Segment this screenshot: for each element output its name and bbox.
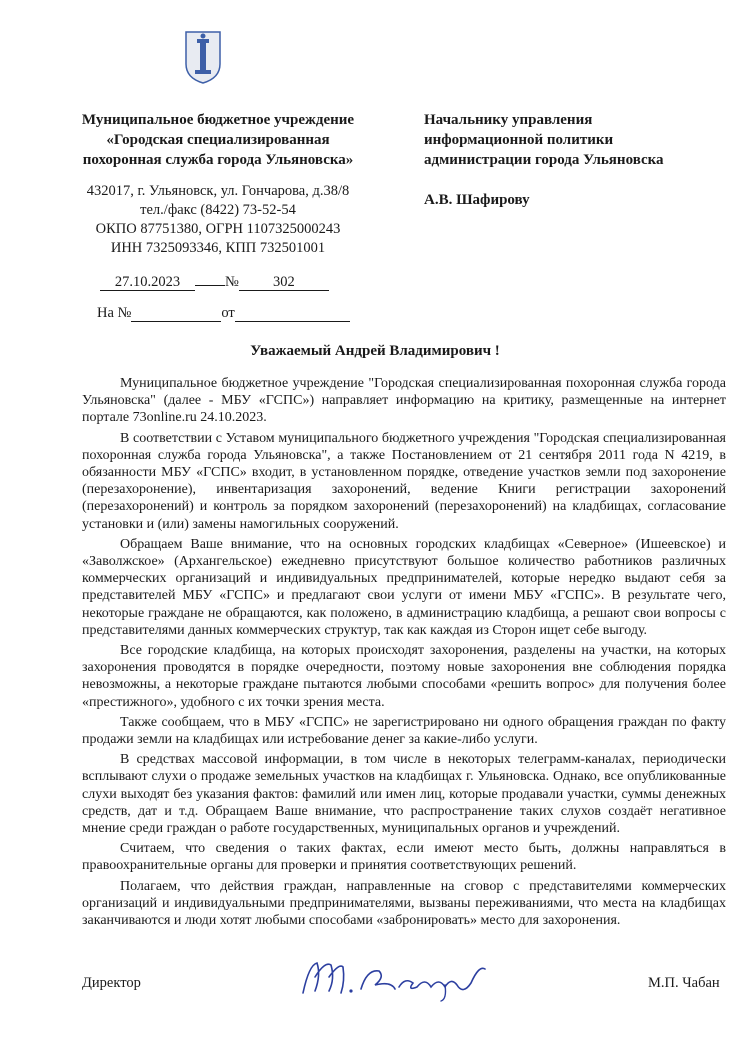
recipient-line: администрации города Ульяновска	[424, 152, 664, 168]
reference-label: На №	[97, 305, 132, 321]
inn-line: ИНН 7325093346, КПП 732501001	[110, 240, 326, 256]
letter-body	[82, 375, 726, 932]
city-emblem-icon	[183, 30, 223, 85]
paragraph: Все городские кладбища, на которых происходят захоронения, разделены на участки, на которых захоронения проводятся в порядке очередности, поэтому новые захоронения вне соблюдения порядка невозможны, а некоторые граждане пытаются любыми способами «решить вопрос» для получения более «престижного», удобного с их точки зрения места.	[82, 643, 726, 710]
document-date: 27.10.2023	[100, 274, 195, 291]
registration-line	[100, 274, 329, 291]
sender-organization	[58, 110, 378, 170]
okpo-line: ОКПО 87751380, ОГРН 1107325000243	[95, 221, 341, 237]
paragraph: Также сообщаем, что в МБУ «ГСПС» не зарегистрировано ни одного обращения граждан по факту продажи земли на кладбищах или истребование денег за какие-либо услуги.	[82, 714, 726, 748]
paragraph: Обращаем Ваше внимание, что на основных городских кладбищах «Северное» (Ишеевское) и «Заволжское» (Архангельское) ежедневно присутствуют большое количество работников различных коммерческих организаций и индивидуальных предпринимателей, которые нередко выдают себя за представителей МБУ «ГСПС» и предлагают свои услуги от имени МБУ «ГСПС». В результате чего, некоторые граждане не обращаются, как положено, в администрацию кладбища, а решают свои вопросы с представителями данных коммерческих структур, так как каждая из Сторон ищет себе выгоду.	[82, 536, 726, 638]
greeting: Уважаемый Андрей Владимирович !	[250, 343, 500, 359]
blank-line	[131, 305, 221, 322]
document-number: 302	[239, 274, 329, 291]
org-line: похоронная служба города Ульяновска»	[82, 152, 354, 168]
paragraph: Муниципальное бюджетное учреждение "Городская специализированная похоронная служба города Ульяновска" (далее - МБУ «ГСПС») направляет информацию на критику, размещенные на интернет портале 73online.ru 24.10.2023.	[82, 376, 726, 426]
paragraph: В средствах массовой информации, в том числе в некоторых телеграмм-каналах, периодически всплывают слухи о продаже земельных участков на кладбищах г. Ульяновска. Однако, все опубликованные слухи выходят без указания фактов: фамилий или имен лиц, которые продавали участки, суммы денежных средств, дат и т.д. Обращаем Ваше внимание, что распространение таких слухов создаёт негативное мнение среди граждан о работе государственных, муниципальных органов и учреждений.	[82, 752, 726, 837]
reference-from-label: от	[221, 305, 235, 321]
signer-title: Директор	[82, 975, 141, 991]
paragraph: Считаем, что сведения о таких фактах, если имеют место быть, должны направляться в правоохранительные органы для проверки и принятия соответствующих решений.	[82, 841, 726, 874]
number-label: №	[225, 274, 239, 290]
recipient-line: информационной политики	[424, 132, 614, 148]
recipient-block	[424, 110, 724, 210]
signer-name: М.П. Чабан	[648, 975, 720, 991]
org-line: Муниципальное бюджетное учреждение	[81, 112, 355, 128]
sender-block	[58, 110, 378, 258]
org-line: «Городская специализированная	[106, 132, 330, 148]
reference-line	[97, 305, 350, 322]
paragraph: В соответствии с Уставом муниципального бюджетного учреждения "Городская специализированная похоронная служба города Ульяновска", а также Постановлением от 21 сентября 2011 года N 4219, в обязанности МБУ «ГСПС» входит, в установленном порядке, отведение участков земли под захоронение (перезахоронение), инвентаризация захоронений, ведение Книги регистрации захоронений (перезахоронений) и контроль за порядком захоронений (перезахоронений) на кладбищах, согласование установки и (или) замены намогильных сооружений.	[82, 430, 726, 532]
address-line: 432017, г. Ульяновск, ул. Гончарова, д.38/8	[86, 183, 350, 199]
blank-line	[195, 285, 225, 286]
blank-line	[235, 305, 350, 322]
sender-contacts	[58, 182, 378, 258]
handwritten-signature	[295, 955, 495, 1003]
recipient-name: А.В. Шафирову	[424, 192, 530, 208]
phone-line: тел./факс (8422) 73-52-54	[140, 202, 296, 218]
paragraph: Полагаем, что действия граждан, направленные на сговор с представителями коммерческих организаций и индивидуальными предпринимателями, вызваны переживаниями, что места на кладбищах заканчиваются и люди хотят любыми способами «забронировать» место для захоронения.	[82, 878, 726, 929]
recipient-line: Начальнику управления	[424, 112, 593, 128]
